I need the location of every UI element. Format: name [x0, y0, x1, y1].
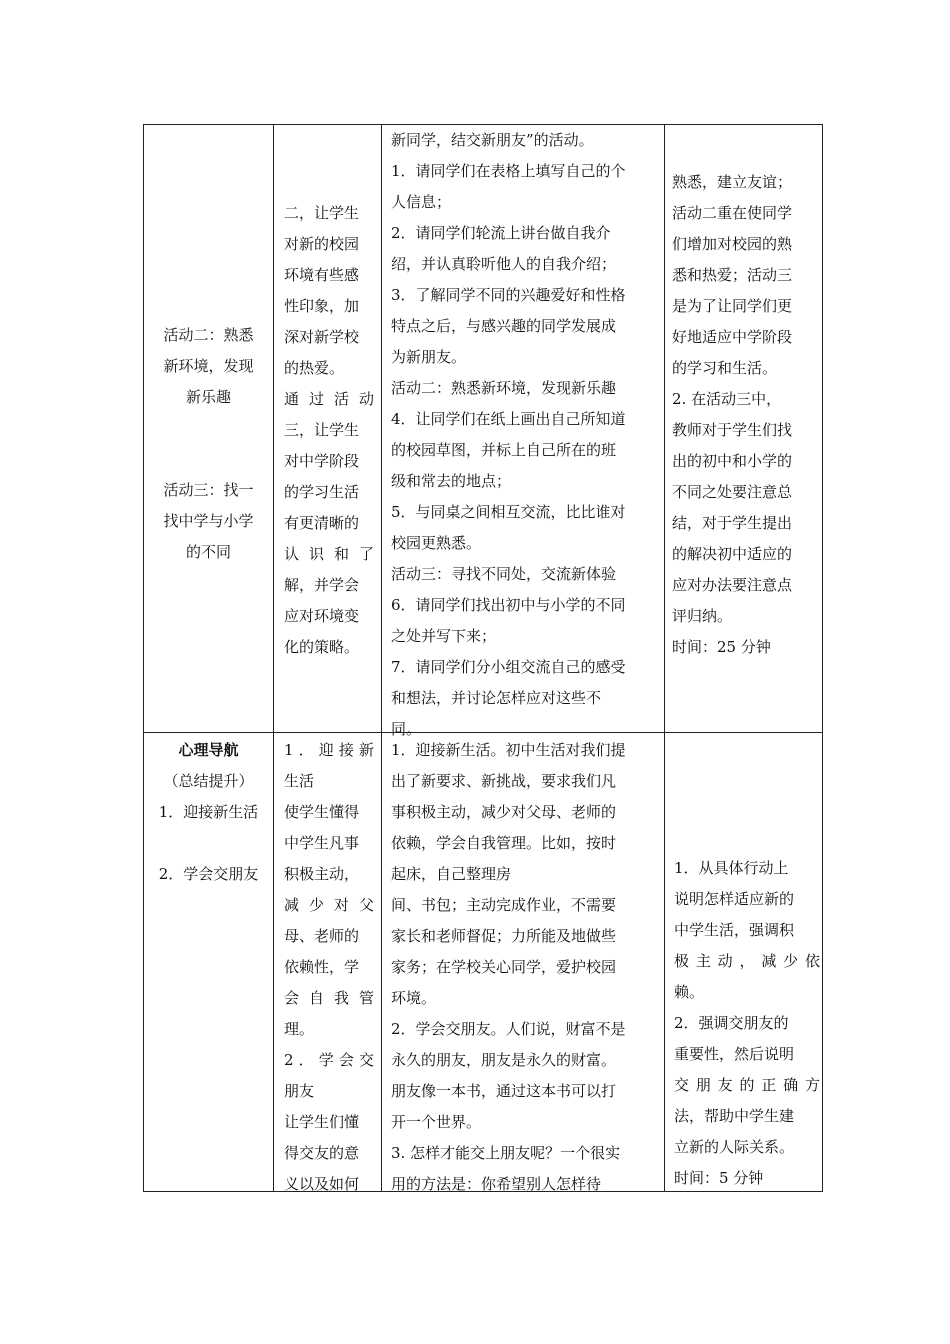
- goal-line: 环境有些感: [284, 266, 360, 284]
- note-line: 们增加对校园的熟: [672, 235, 793, 253]
- process-line: 级和常去的地点；: [391, 472, 512, 490]
- section-title: 心理导航: [178, 741, 239, 759]
- process-line: 开一个世界。: [391, 1113, 482, 1131]
- goal-line: 义以及如何: [284, 1175, 360, 1193]
- activity-name-cell: [144, 320, 273, 568]
- process-line: 家务；在学校关心同学，爱护校园: [391, 958, 617, 976]
- goal-line: 积极主动，: [284, 865, 360, 883]
- note-line: 的解决初中适应的: [672, 545, 793, 563]
- note-line: 2. 在活动三中，: [672, 390, 782, 408]
- section-subtitle: （总结提升）: [163, 772, 254, 790]
- note-line: 2．强调交朋友的: [674, 1014, 789, 1032]
- activity-name-line: 找中学与小学: [163, 512, 254, 530]
- process-line: 活动二：熟悉新环境，发现新乐趣: [391, 379, 617, 397]
- process-line: 家长和老师督促；力所能及地做些: [391, 927, 617, 945]
- goal-line: 减少对父: [284, 896, 374, 914]
- goal-line: 通过活动: [284, 390, 374, 408]
- goal-line: 会自我管: [284, 989, 374, 1007]
- note-line: 好地适应中学阶段: [672, 328, 793, 346]
- process-line: 事积极主动，减少对父母、老师的: [391, 803, 617, 821]
- goal-line: 理。: [284, 1020, 315, 1038]
- goal-line: 生活: [284, 772, 315, 790]
- process-line: 6．请同学们找出初中与小学的不同: [391, 596, 626, 614]
- goal-line: 化的策略。: [284, 638, 360, 656]
- note-line: 出的初中和小学的: [672, 452, 793, 470]
- process-line: 环境。: [391, 989, 437, 1007]
- process-line: 3．了解同学不同的兴趣爱好和性格: [391, 286, 626, 304]
- activity-name-line: 新乐趣: [185, 388, 231, 406]
- guidance-item: [144, 828, 273, 859]
- note-line: 活动二重在使同学: [672, 204, 793, 222]
- column-divider: [381, 125, 382, 1191]
- note-line: 的学习和生活。: [672, 359, 778, 377]
- note-line: 是为了让同学们更: [672, 297, 793, 315]
- process-line: 校园更熟悉。: [391, 534, 482, 552]
- goal-line: 有更清晰的: [284, 514, 360, 532]
- column-divider: [273, 125, 274, 1191]
- note-line: 教师对于学生们找: [672, 421, 793, 439]
- process-line: 依赖，学会自我管理。比如，按时: [391, 834, 617, 852]
- process-line: 起床，自己整理房: [391, 865, 512, 883]
- process-line: 出了新要求、新挑战，要求我们凡: [391, 772, 617, 790]
- note-line: 熟悉，建立友谊；: [672, 173, 793, 191]
- activity-name-line: [144, 413, 273, 444]
- activity-process-cell: [391, 125, 661, 745]
- goal-line: 二，让学生: [284, 204, 360, 222]
- process-line: 1．请同学们在表格上填写自己的个: [391, 162, 626, 180]
- process-line: 人信息；: [391, 193, 452, 211]
- activity-name-line: [144, 444, 273, 475]
- note-line: 评归纳。: [672, 607, 733, 625]
- note-line: 交朋友的正确方: [674, 1076, 820, 1094]
- goal-line: 中学生凡事: [284, 834, 360, 852]
- goal-line: 应对环境变: [284, 607, 360, 625]
- goal-line: 深对新学校: [284, 328, 360, 346]
- note-line: 法，帮助中学生建: [674, 1107, 795, 1125]
- note-line: 极主动，减少依: [674, 952, 820, 970]
- note-line: 1．从具体行动上: [674, 859, 789, 877]
- guidance-goal-cell: [284, 735, 374, 1200]
- activity-name-line: 活动三：找一: [163, 481, 254, 499]
- process-line: 同。: [391, 720, 422, 738]
- activity-name-line: 活动二：熟悉: [163, 326, 254, 344]
- goal-line: 三，让学生: [284, 421, 360, 439]
- process-line: 4．让同学们在纸上画出自己所知道: [391, 410, 626, 428]
- guidance-process-cell: [391, 735, 661, 1200]
- lesson-plan-table: [143, 124, 823, 1192]
- process-line: 1．迎接新生活。初中生活对我们提: [391, 741, 626, 759]
- process-line: 绍，并认真聆听他人的自我介绍；: [391, 255, 617, 273]
- process-line: 3. 怎样才能交上朋友呢？一个很实: [391, 1144, 621, 1162]
- note-line: 重要性，然后说明: [674, 1045, 795, 1063]
- goal-line: 母、老师的: [284, 927, 360, 945]
- goal-line: 解，并学会: [284, 576, 360, 594]
- column-divider: [664, 125, 665, 1191]
- process-line: 永久的朋友，朋友是永久的财富。: [391, 1051, 617, 1069]
- note-line: 赖。: [674, 983, 705, 1001]
- process-line: 的校园草图，并标上自己所在的班: [391, 441, 617, 459]
- guidance-name-cell: [144, 735, 273, 890]
- note-line: 时间：25 分钟: [672, 638, 771, 656]
- activity-goal-cell: [284, 198, 374, 663]
- process-line: 和想法，并讨论怎样应对这些不: [391, 689, 602, 707]
- process-line: 为新朋友。: [391, 348, 467, 366]
- note-line: 时间：5 分钟: [674, 1169, 764, 1187]
- process-line: 2．请同学们轮流上讲台做自我介: [391, 224, 611, 242]
- note-line: 悉和热爱；活动三: [672, 266, 793, 284]
- guidance-item: 1．迎接新生活: [158, 803, 259, 821]
- activity-name-line: 的不同: [185, 543, 231, 561]
- note-line: 不同之处要注意总: [672, 483, 793, 501]
- activity-name-line: 新环境，发现: [163, 357, 254, 375]
- goal-line: 性印象，加: [284, 297, 360, 315]
- goal-line: 2．学会交: [284, 1051, 374, 1069]
- goal-line: 的热爱。: [284, 359, 345, 377]
- goal-line: 朋友: [284, 1082, 315, 1100]
- process-line: 之处并写下来；: [391, 627, 497, 645]
- process-line: 7．请同学们分小组交流自己的感受: [391, 658, 626, 676]
- process-line: 用的方法是：你希望别人怎样待: [391, 1175, 602, 1193]
- note-line: 结，对于学生提出: [672, 514, 793, 532]
- goal-line: 对新的校园: [284, 235, 360, 253]
- note-line: 说明怎样适应新的: [674, 890, 795, 908]
- process-line: 5．与同桌之间相互交流，比比谁对: [391, 503, 626, 521]
- activity-note-cell: [672, 167, 822, 663]
- goal-line: 的学习生活: [284, 483, 360, 501]
- process-line: 2．学会交朋友。人们说，财富不是: [391, 1020, 626, 1038]
- note-line: 立新的人际关系。: [674, 1138, 795, 1156]
- goal-line: 1．迎接新: [284, 741, 374, 759]
- goal-line: 对中学阶段: [284, 452, 360, 470]
- process-line: 朋友像一本书，通过这本书可以打: [391, 1082, 617, 1100]
- process-line: 特点之后，与感兴趣的同学发展成: [391, 317, 617, 335]
- guidance-note-cell: [674, 853, 820, 1194]
- process-line: 活动三：寻找不同处，交流新体验: [391, 565, 617, 583]
- goal-line: 让学生们懂: [284, 1113, 360, 1131]
- goal-line: 使学生懂得: [284, 803, 360, 821]
- goal-line: 得交友的意: [284, 1144, 360, 1162]
- process-line: 新同学，结交新朋友”的活动。: [391, 131, 594, 149]
- process-line: 间、书包；主动完成作业，不需要: [391, 896, 617, 914]
- goal-line: 认识和了: [284, 545, 374, 563]
- note-line: 中学生活，强调积: [674, 921, 795, 939]
- note-line: 应对办法要注意点: [672, 576, 793, 594]
- guidance-item: 2．学会交朋友: [158, 865, 259, 883]
- goal-line: 依赖性，学: [284, 958, 360, 976]
